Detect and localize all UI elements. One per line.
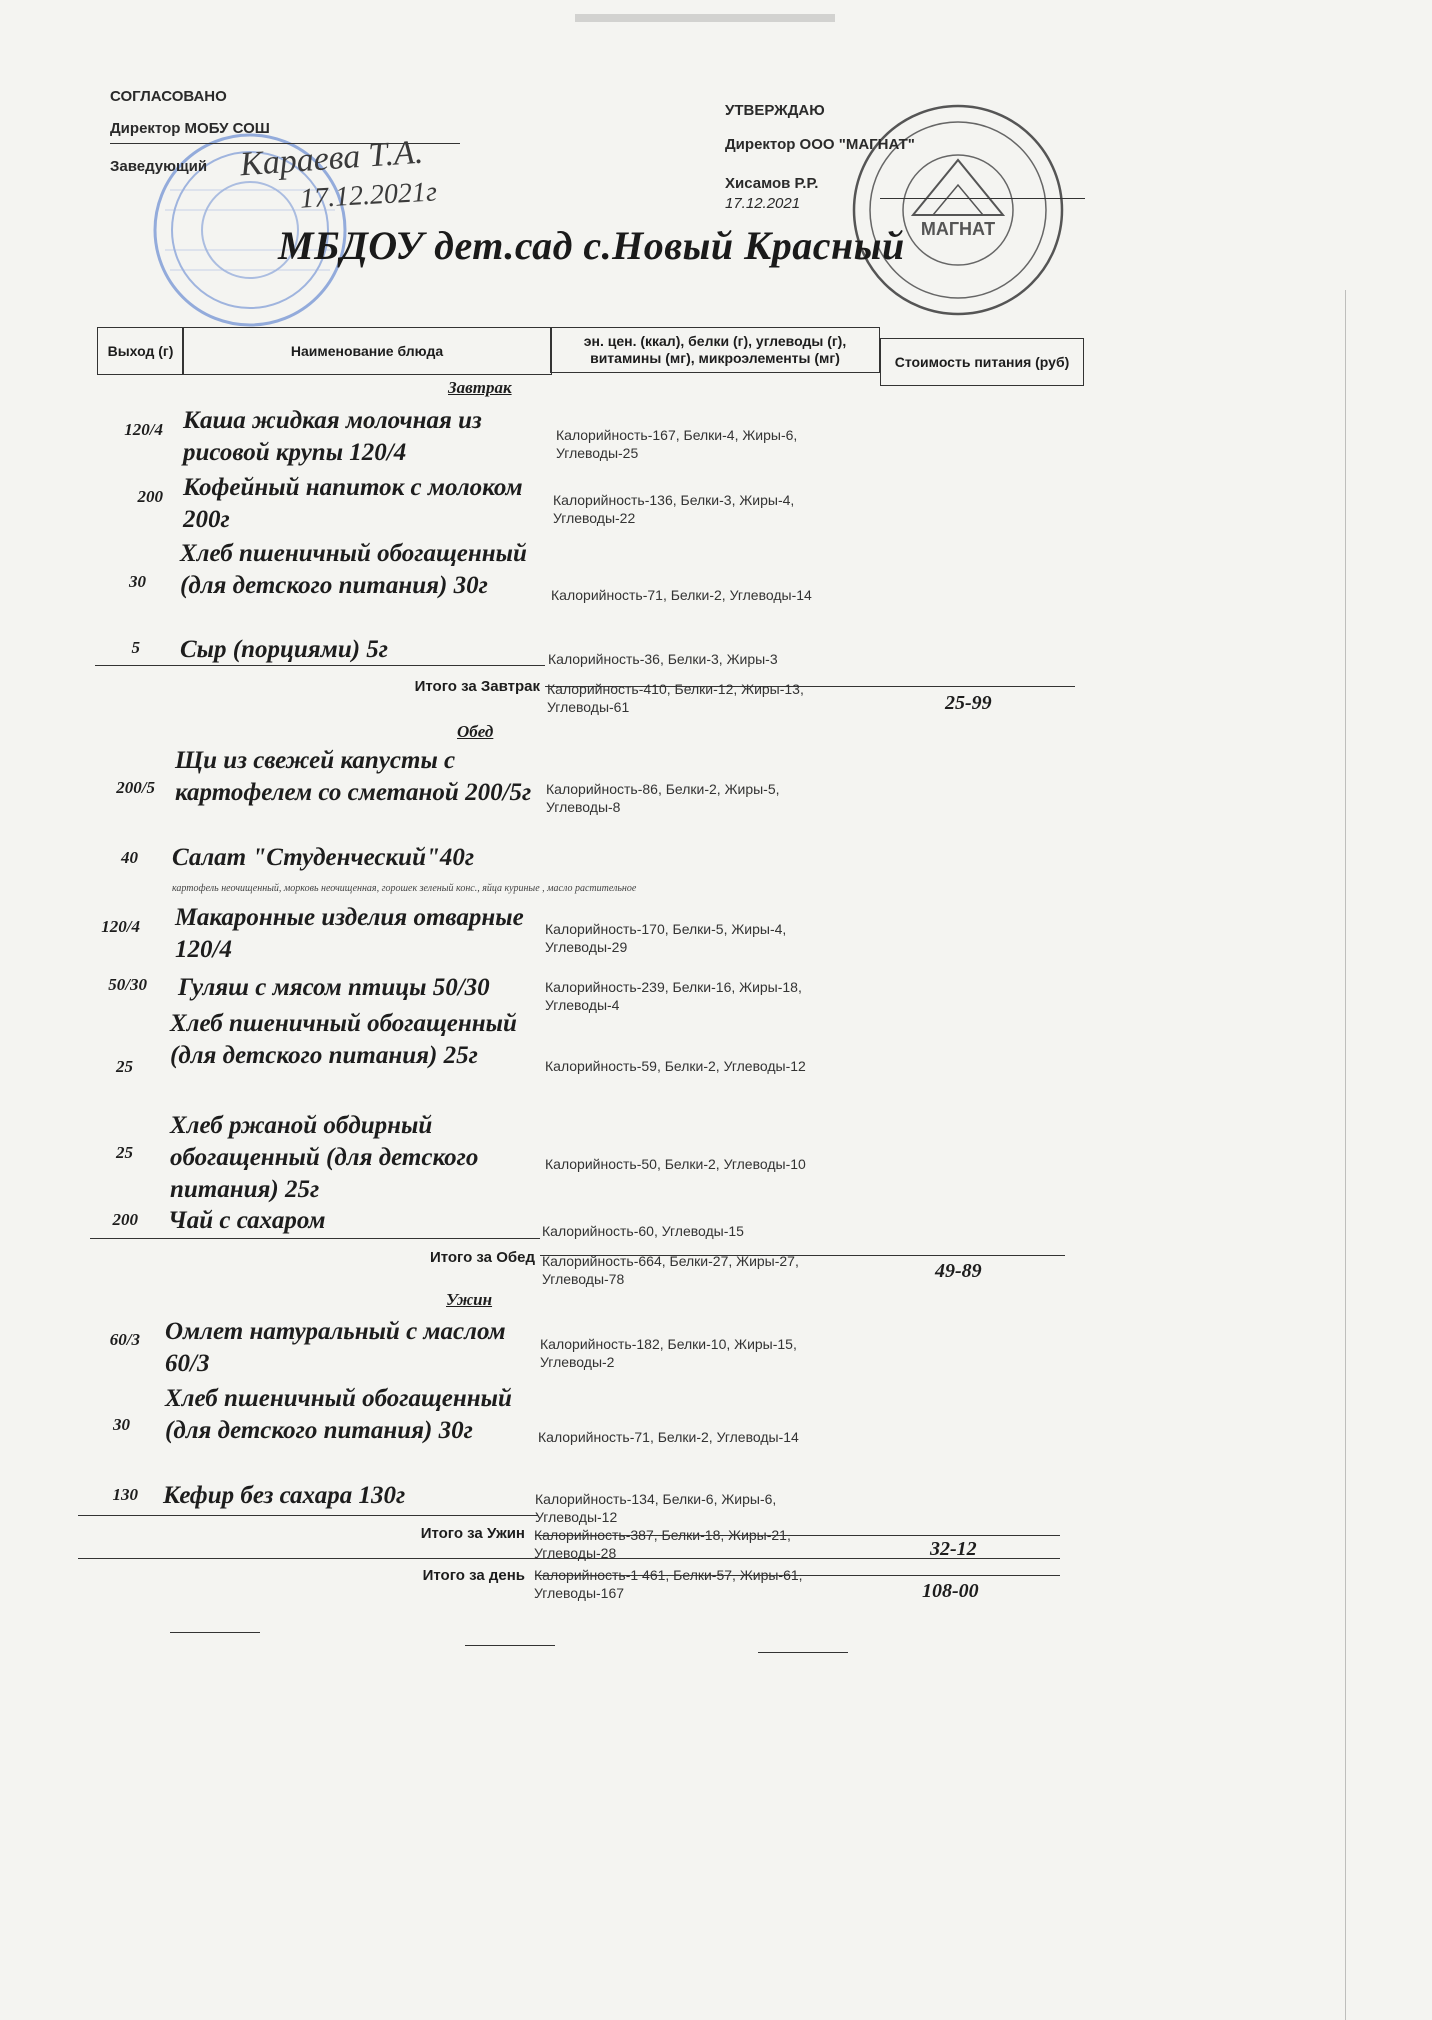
breakfast-total-cost: 25-99 bbox=[945, 692, 992, 714]
yield: 130 bbox=[112, 1485, 138, 1504]
col-dish: Наименование блюда bbox=[182, 327, 552, 375]
rule bbox=[78, 1558, 1060, 1559]
dish: Хлеб ржаной обдирный обогащенный (для детского питания) 25г bbox=[170, 1112, 479, 1203]
lunch-total-nutrition: Калорийность-664, Белки-27, Жиры-27, Углеводы-78 bbox=[542, 1253, 799, 1287]
approved-label: СОГЛАСОВАНО bbox=[110, 88, 227, 105]
nutrition: Калорийность-71, Белки-2, Углеводы-14 bbox=[538, 1429, 799, 1445]
dish: Салат "Студенческий"40г bbox=[172, 844, 475, 871]
breakfast-total-label: Итого за Завтрак bbox=[414, 678, 540, 695]
nutrition: Калорийность-50, Белки-2, Углеводы-10 bbox=[545, 1156, 806, 1172]
document-title: МБДОУ дет.сад с.Новый Красный bbox=[278, 223, 905, 268]
dish-note: картофель неочищенный, морковь неочищенная, горошек зеленый конс., яйца куриные , масло растительное bbox=[172, 883, 637, 894]
dish: Хлеб пшеничный обогащенный (для детского питания) 30г bbox=[165, 1385, 512, 1444]
dinner-total-label: Итого за Ужин bbox=[420, 1525, 525, 1542]
nutrition: Калорийность-136, Белки-3, Жиры-4, Углеводы-22 bbox=[553, 492, 795, 526]
section-dinner: Ужин bbox=[446, 1290, 493, 1309]
right-date: 17.12.2021 bbox=[725, 195, 801, 212]
yield: 60/3 bbox=[109, 1330, 140, 1349]
lunch-total-cost: 49-89 bbox=[935, 1260, 982, 1282]
right-signature-line bbox=[880, 198, 1085, 199]
day-total-label: Итого за день bbox=[422, 1567, 525, 1584]
signature-line bbox=[758, 1652, 848, 1653]
day-total-cost: 108-00 bbox=[922, 1580, 979, 1602]
yield: 200 bbox=[137, 487, 163, 506]
head-label: Заведующий bbox=[110, 158, 208, 175]
nutrition: Калорийность-134, Белки-6, Жиры-6, Углеводы-12 bbox=[535, 1491, 777, 1525]
dish: Хлеб пшеничный обогащенный (для детского питания) 30г bbox=[180, 540, 527, 599]
dish: Каша жидкая молочная из рисовой крупы 120/4 bbox=[183, 407, 482, 466]
scan-smudge bbox=[575, 14, 835, 22]
dinner-total-cost: 32-12 bbox=[930, 1538, 977, 1560]
nutrition: Калорийность-170, Белки-5, Жиры-4, Углеводы-29 bbox=[545, 921, 787, 955]
dish: Кофейный напиток с молоком 200г bbox=[183, 474, 523, 533]
nutrition: Калорийность-239, Белки-16, Жиры-18, Углеводы-4 bbox=[545, 979, 802, 1013]
breakfast-total-nutrition: Калорийность-410, Белки-12, Жиры-13, Углеводы-61 bbox=[547, 681, 804, 715]
nutrition: Калорийность-86, Белки-2, Жиры-5, Углеводы-8 bbox=[546, 781, 780, 815]
yield: 25 bbox=[116, 1057, 133, 1076]
yield: 30 bbox=[129, 572, 146, 591]
right-director-name: Хисамов Р.Р. bbox=[725, 175, 819, 192]
nutrition: Калорийность-71, Белки-2, Углеводы-14 bbox=[551, 587, 812, 603]
col-yield: Выход (г) bbox=[97, 327, 184, 375]
company-stamp-text: МАГНАТ bbox=[920, 219, 996, 239]
nutrition: Калорийность-167, Белки-4, Жиры-6, Углеводы-25 bbox=[556, 427, 798, 461]
yield: 50/30 bbox=[108, 975, 147, 994]
day-total-nutrition: Калорийность-1 461, Белки-57, Жиры-61, Углеводы-167 bbox=[534, 1567, 803, 1601]
nutrition: Калорийность-182, Белки-10, Жиры-15, Углеводы-2 bbox=[540, 1336, 797, 1370]
dish: Омлет натуральный с маслом 60/3 bbox=[165, 1318, 506, 1377]
head-signature: Караева Т.А. bbox=[238, 133, 425, 184]
approve-label: УТВЕРЖДАЮ bbox=[725, 102, 825, 119]
yield: 200 bbox=[112, 1210, 138, 1229]
nutrition: Калорийность-36, Белки-3, Жиры-3 bbox=[548, 651, 778, 667]
col-nutrition: эн. цен. (ккал), белки (г), углеводы (г), витамины (мг), микроэлементы (мг) bbox=[550, 327, 880, 373]
col-cost: Стоимость питания (руб) bbox=[880, 338, 1084, 386]
signature-line bbox=[465, 1645, 555, 1646]
yield: 5 bbox=[131, 638, 140, 657]
lunch-total-label: Итого за Обед bbox=[429, 1249, 535, 1266]
rule bbox=[90, 1238, 540, 1239]
company-stamp bbox=[838, 100, 1078, 320]
section-lunch: Обед bbox=[457, 722, 494, 741]
dish: Макаронные изделия отварные 120/4 bbox=[175, 904, 524, 963]
dish: Чай с сахаром bbox=[168, 1207, 326, 1234]
yield: 25 bbox=[116, 1143, 133, 1162]
dish: Кефир без сахара 130г bbox=[163, 1482, 406, 1509]
rule bbox=[78, 1515, 538, 1516]
section-breakfast: Завтрак bbox=[448, 378, 512, 397]
yield: 120/4 bbox=[124, 420, 163, 439]
yield: 200/5 bbox=[116, 778, 155, 797]
nutrition: Калорийность-60, Углеводы-15 bbox=[542, 1223, 744, 1239]
right-director: Директор ООО "МАГНАТ" bbox=[725, 136, 915, 153]
yield: 30 bbox=[113, 1415, 130, 1434]
nutrition: Калорийность-59, Белки-2, Углеводы-12 bbox=[545, 1058, 806, 1074]
head-signature-date: 17.12.2021г bbox=[299, 176, 438, 215]
scan-edge bbox=[1345, 290, 1346, 2020]
yield: 40 bbox=[121, 848, 138, 867]
dish: Хлеб пшеничный обогащенный (для детского питания) 25г bbox=[170, 1010, 517, 1069]
signature-line bbox=[170, 1632, 260, 1633]
dish: Щи из свежей капусты с картофелем со сметаной 200/5г bbox=[175, 747, 532, 806]
yield: 120/4 bbox=[101, 917, 140, 936]
dish: Сыр (порциями) 5г bbox=[180, 636, 389, 663]
left-director: Директор МОБУ СОШ bbox=[110, 120, 270, 137]
dish: Гуляш с мясом птицы 50/30 bbox=[178, 974, 490, 1001]
rule bbox=[95, 665, 545, 666]
dinner-total-nutrition: Калорийность-387, Белки-18, Жиры-21, Углеводы-28 bbox=[534, 1527, 791, 1561]
